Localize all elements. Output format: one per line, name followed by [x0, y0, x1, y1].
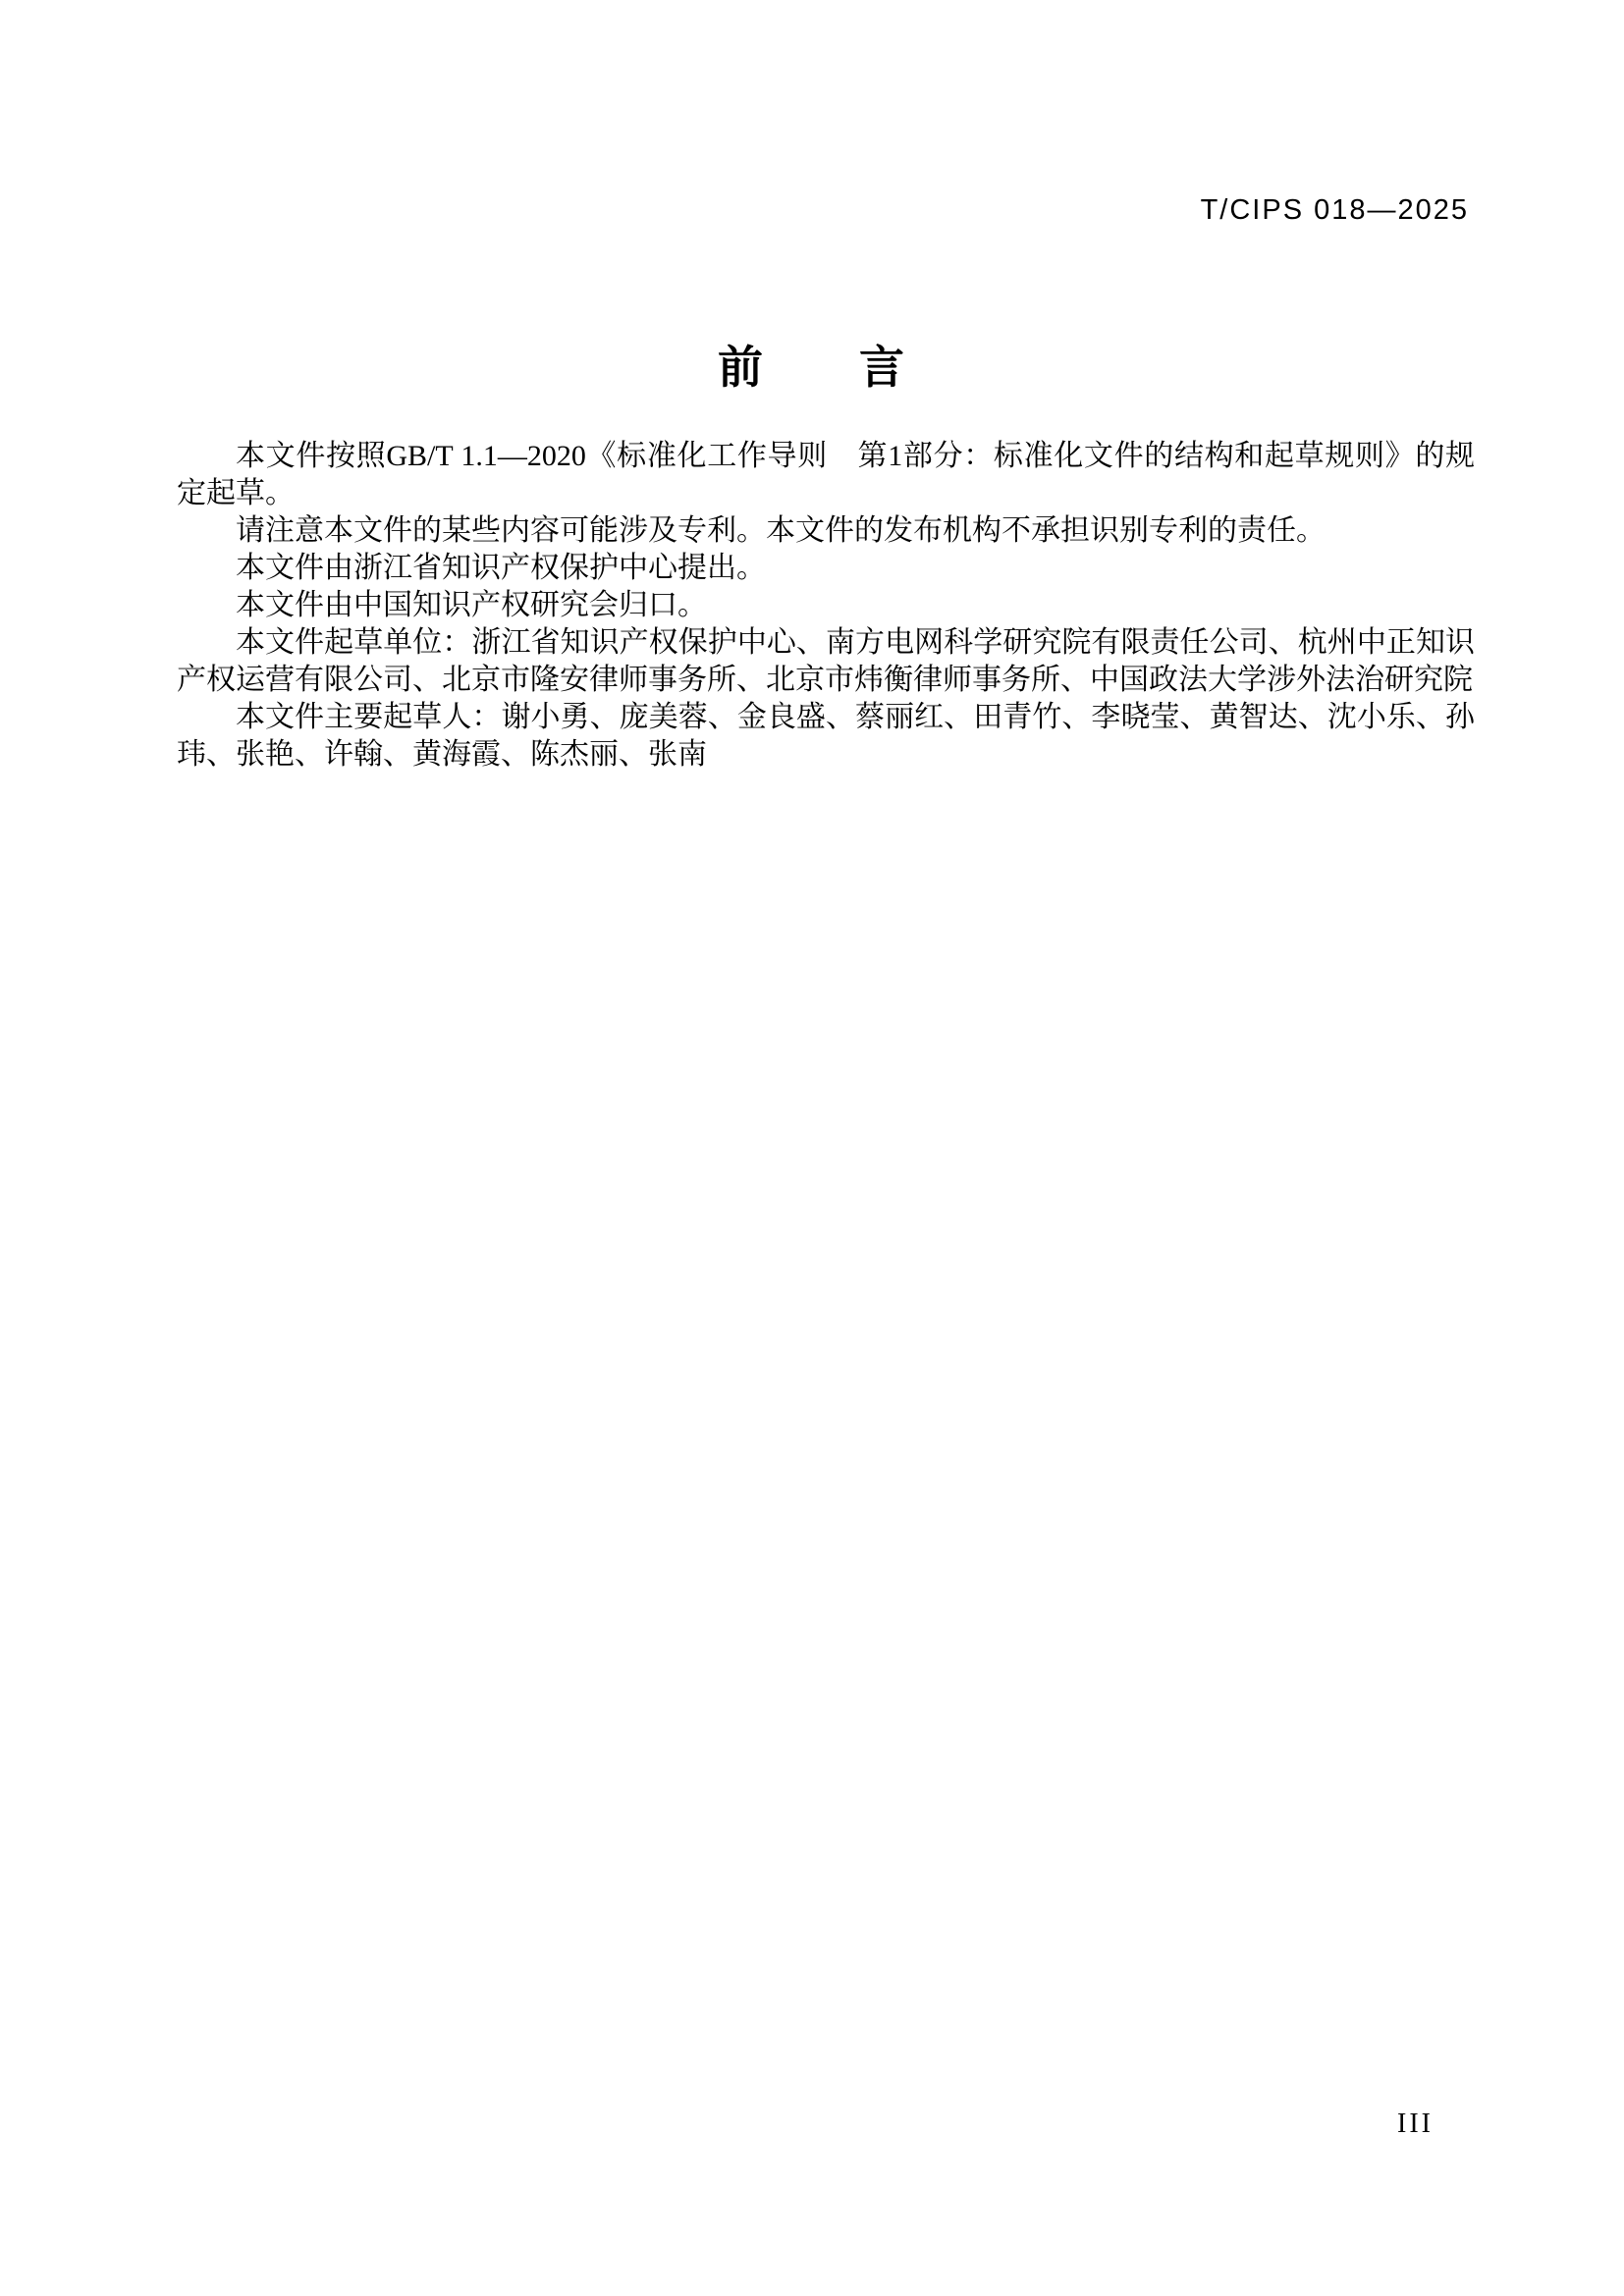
paragraph-drafting-basis: 本文件按照GB/T 1.1—2020《标准化工作导则 第1部分：标准化文件的结构和起草规则》的规定起草。	[177, 440, 1475, 509]
page-number: III	[1397, 2109, 1434, 2139]
page-title: 前 言	[718, 342, 906, 393]
paragraph-drafting-organizations: 本文件起草单位：浙江省知识产权保护中心、南方电网科学研究院有限责任公司、杭州中正知识产权运营有限公司、北京市隆安律师事务所、北京市炜衡律师事务所、中国政法大学涉外法治研究院	[177, 626, 1475, 696]
paragraph-patent-notice: 请注意本文件的某些内容可能涉及专利。本文件的发布机构不承担识别专利的责任。	[236, 514, 1326, 547]
foreword-body	[177, 438, 1475, 774]
paragraph-proposed-by: 本文件由浙江省知识产权保护中心提出。	[236, 552, 766, 584]
document-code-header: T/CIPS 018—2025	[1200, 194, 1469, 226]
paragraph-main-drafters: 本文件主要起草人：谢小勇、庞美蓉、金良盛、蔡丽红、田青竹、李晓莹、黄智达、沈小乐、孙玮、张艳、许翰、黄海霞、陈杰丽、张南	[177, 701, 1475, 771]
paragraph-administered-by: 本文件由中国知识产权研究会归口。	[236, 589, 707, 621]
